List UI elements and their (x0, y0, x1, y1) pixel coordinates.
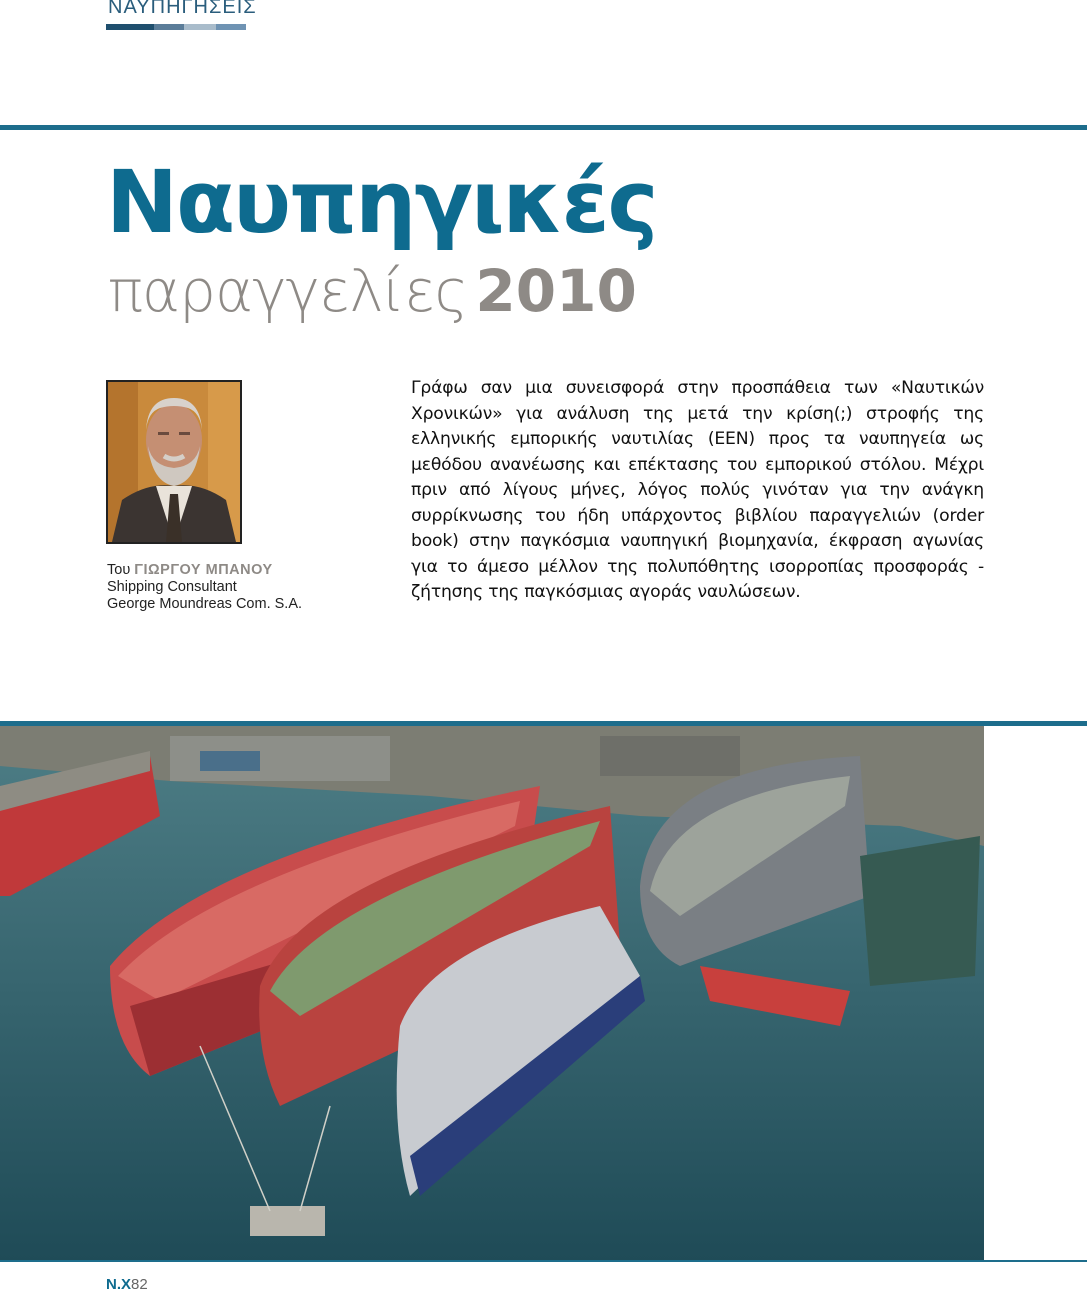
section-label-bar (184, 24, 216, 30)
section-label: ΝΑΥΠΗΓΗΣΕΙΣ (108, 0, 257, 18)
page-number: 82 (131, 1276, 148, 1291)
footer-brand: Ν.Χ (106, 1276, 132, 1291)
shipyard-photo (0, 726, 984, 1261)
author-role: Shipping Consultant (107, 579, 237, 595)
author-company: George Moundreas Com. S.A. (107, 596, 303, 612)
photo-bottom-divider (0, 1260, 1087, 1262)
page-footer (106, 1277, 148, 1291)
section-label-bar (154, 24, 184, 30)
article-subtitle (108, 257, 637, 325)
article-subtitle-word: παραγγελίες (108, 257, 468, 325)
author-byline (107, 562, 302, 613)
article-subtitle-year: 2010 (475, 257, 637, 325)
article-title: Ναυπηγικές (106, 153, 657, 253)
author-photo (106, 380, 242, 544)
top-divider (0, 125, 1087, 130)
intro-paragraph: Γράφω σαν μια συνεισφορά στην προσπάθεια των «Ναυτικών Χρονικών» για ανάλυση της μετά την κρίση(;) στροφής της ελληνικής εμπορικής ναυτιλίας (ΕΕΝ) προς τα ναυπηγεία ως μεθόδου ανανέωσης και επέκτασης του εμπορικού στόλου. Μέχρι πριν από λίγους μήνες, λόγος πολύς γινόταν για την ανάγκη συρρίκνωσης του ήδη υπάρχοντος βιβλίου παραγγελιών (order book) στην παγκόσμια ναυπηγική βιομηχανία, έκφραση αγωνίας για το άμεσο μέλλον της πολυπόθητης ισορροπίας προσφοράς - ζήτησης της παγκόσμιας αγοράς ναυλώσεων. (411, 378, 984, 602)
author-name: ΓΙΩΡΓΟΥ ΜΠΑΝΟΥ (134, 562, 273, 578)
author-prefix: Του (107, 562, 131, 578)
section-label-bar (106, 24, 154, 30)
section-label-bar (216, 24, 246, 30)
author-line (107, 562, 302, 579)
